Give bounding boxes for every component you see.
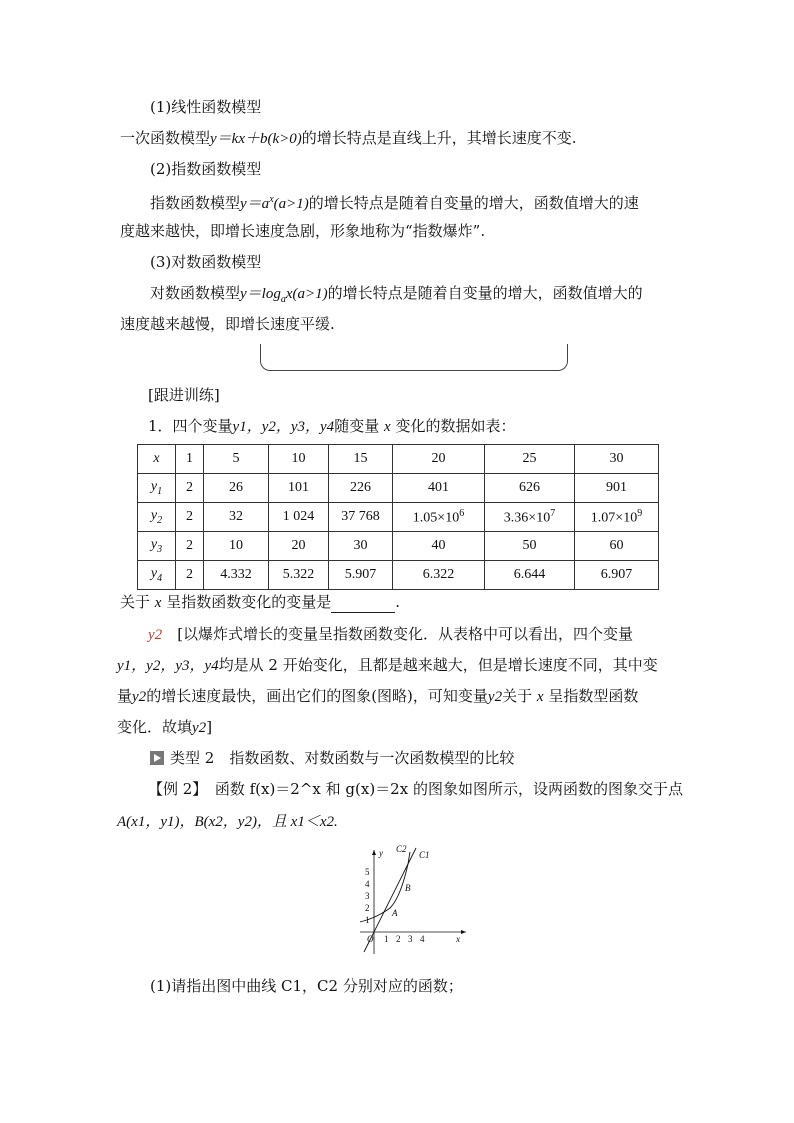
play-triangle-icon (150, 751, 164, 765)
table-cell: 1 024 (269, 503, 329, 532)
answer-line-1: y2 [以爆炸式增长的变量呈指数函数变化．从表格中可以看出，四个变量 (148, 625, 634, 643)
table-cell: 626 (485, 474, 575, 503)
practice-label: [跟进训练] (148, 386, 220, 404)
table-cell: 6.907 (575, 561, 659, 590)
table-cell: 50 (485, 532, 575, 561)
table-cell: 30 (575, 445, 659, 474)
example-2-line-1: 【例 2】 函数 f(x)＝2^x 和 g(x)＝2x 的图象如图所示，设两函数的图象交于点 (148, 780, 683, 798)
table-cell: $1.05\times 10^6$ (393, 503, 485, 532)
table-cell: 5 (204, 445, 269, 474)
question-1-ask: 关于 x 呈指数函数变化的变量是 . (120, 593, 401, 611)
heading-linear-model: (1)线性函数模型 (150, 98, 262, 116)
x-axis-label: x (456, 934, 460, 944)
question-1-stem: 1．四个变量y1，y2，y3，y4随变量 x 变化的数据如表： (148, 417, 516, 435)
answer-line-4: 变化．故填y2] (117, 718, 213, 736)
table-cell: 4.332 (204, 561, 269, 590)
paragraph-log-model-cont: 速度越来越慢，即增长速度平缓. (120, 315, 335, 333)
table-cell: 101 (269, 474, 329, 503)
table-cell: 226 (329, 474, 393, 503)
table-row (138, 474, 659, 503)
y-axis-label: y (379, 848, 383, 858)
table-cell: 2 (176, 561, 204, 590)
answer-highlight: y2 (148, 627, 163, 643)
table-cell: 2 (176, 532, 204, 561)
answer-blank (331, 598, 395, 613)
table-cell: 5.907 (329, 561, 393, 590)
paragraph-log-model: 对数函数模型$y=\log_ax(a>1)$的增长特点是随着自变量的增大，函数值增大的 (150, 284, 643, 305)
table-cell: $1.07\times 10^9$ (575, 503, 659, 532)
table-cell: 60 (575, 532, 659, 561)
question-part-1: (1)请指出图中曲线 C1，C2 分别对应的函数； (150, 977, 463, 995)
table-cell: 1 (176, 445, 204, 474)
table-cell: 25 (485, 445, 575, 474)
table-cell: 37 768 (329, 503, 393, 532)
x-axis-arrow (461, 930, 466, 934)
table-cell: 15 (329, 445, 393, 474)
function-graph (352, 842, 472, 960)
curve-label-c2: C2 (396, 844, 407, 854)
table-cell: 20 (393, 445, 485, 474)
section-end-bracket (260, 344, 568, 371)
x-tick-label: 4 (420, 934, 425, 944)
paragraph-exponential-model-cont: 度越来越快，即增长速度急剧，形象地称为“指数爆炸”. (120, 222, 486, 240)
table-cell: 32 (204, 503, 269, 532)
y-tick-label: 3 (365, 891, 370, 901)
paragraph-linear-model: 一次函数模型y＝kx＋b(k>0)的增长特点是直线上升，其增长速度不变. (120, 129, 577, 147)
table-cell: 30 (329, 532, 393, 561)
curve-label-c1: C1 (419, 850, 430, 860)
x-tick-label: 1 (384, 934, 389, 944)
table-row (138, 532, 659, 561)
table-row-header: $y_2$ (138, 503, 176, 532)
table-row (138, 561, 659, 590)
table-row-header: $y_4$ (138, 561, 176, 590)
linear-formula: y＝kx＋b(k>0) (210, 131, 302, 147)
table-cell: 10 (204, 532, 269, 561)
table-cell: 26 (204, 474, 269, 503)
table-cell: 401 (393, 474, 485, 503)
type-2-heading: 类型 2 指数函数、对数函数与一次函数模型的比较 (150, 748, 514, 768)
table-row (138, 503, 659, 532)
paragraph-exponential-model: 指数函数模型$y=a^x(a>1)$的增长特点是随着自变量的增大，函数值增大的速 (150, 194, 639, 212)
origin-label: O (367, 934, 374, 944)
table-cell: 5.322 (269, 561, 329, 590)
y-tick-label: 4 (365, 879, 370, 889)
table-cell: 6.644 (485, 561, 575, 590)
answer-line-3: 量y2的增长速度最快，画出它们的图象(图略)，可知变量y2关于 x 呈指数型函数 (117, 687, 639, 705)
heading-exponential-model: (2)指数函数模型 (150, 160, 262, 178)
point-label-b: B (405, 883, 411, 893)
table-cell: $3.36\times 10^7$ (485, 503, 575, 532)
table-cell: 2 (176, 503, 204, 532)
y-tick-label: 1 (365, 915, 370, 925)
table-row-header: x (138, 445, 176, 474)
table-cell: 20 (269, 532, 329, 561)
table-cell: 6.322 (393, 561, 485, 590)
table-row-header: $y_1$ (138, 474, 176, 503)
table-row (138, 445, 659, 474)
heading-log-model: (3)对数函数模型 (150, 253, 262, 271)
data-table (137, 444, 659, 590)
table-cell: 901 (575, 474, 659, 503)
y-tick-label: 2 (365, 903, 370, 913)
table-cell: 10 (269, 445, 329, 474)
point-label-a: A (392, 908, 398, 918)
table-cell: 2 (176, 474, 204, 503)
table-cell: 40 (393, 532, 485, 561)
answer-line-2: y1，y2，y3，y4均是从 2 开始变化，且都是越来越大，但是增长速度不同，其中变 (117, 656, 658, 674)
x-tick-label: 3 (408, 934, 413, 944)
y-axis-arrow (372, 850, 376, 855)
table-row-header: $y_3$ (138, 532, 176, 561)
example-2-line-2: A(x1，y1)，B(x2，y2)，且 x1＜x2. (117, 814, 338, 830)
y-tick-label: 5 (365, 867, 370, 877)
x-tick-label: 2 (396, 934, 401, 944)
